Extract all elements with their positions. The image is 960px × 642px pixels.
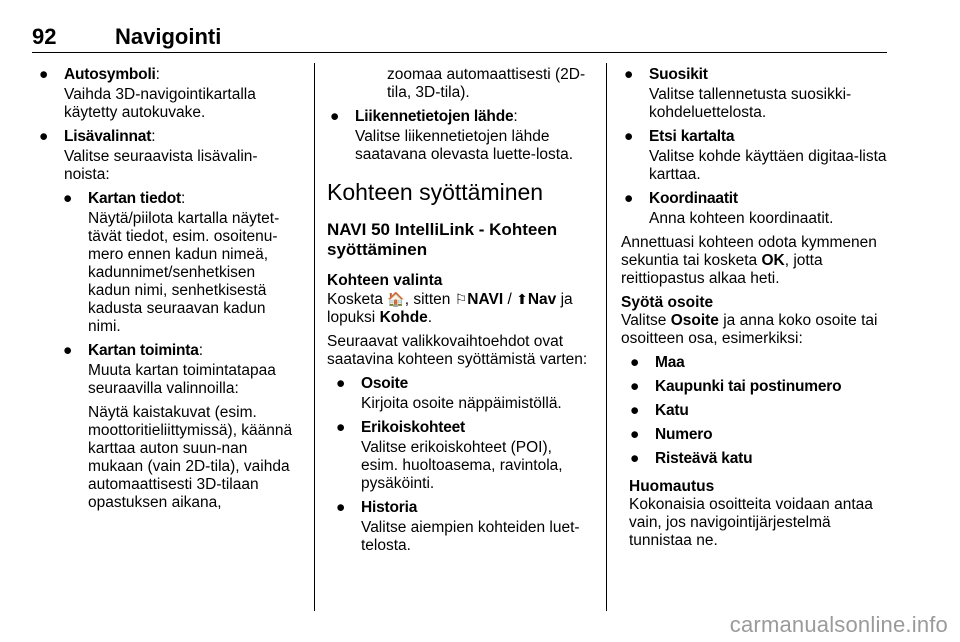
list-item: ● Lisävalinnat: Valitse seuraavista lisävalin-noista:: [36, 128, 298, 184]
bullet-icon: ●: [624, 190, 634, 207]
column-divider: [314, 63, 315, 611]
list-item: [333, 499, 593, 555]
bullet-icon: ●: [624, 66, 634, 83]
kohteen-valinta-text: Kosketa 🏠, sitten ⚐NAVI / ⬆Nav ja lopuksi Kohde.: [327, 291, 573, 326]
list-item: [621, 66, 889, 122]
note-text: Kokonaisia osoitteita voidaan antaa vain, jos navigointijärjestelmä tunnistaa ne.: [629, 496, 873, 549]
desc-erikoiskohteet: Valitse erikoiskohteet (POI), esim. huoltoasema, ravintola, pysäköinti.: [361, 439, 563, 492]
desc-historia: Valitse aiempien kohteiden luet-telosta.: [361, 519, 580, 554]
desc-lisavalinnat: Valitse seuraavista lisävalin-noista:: [64, 148, 258, 183]
list-item: [621, 190, 889, 228]
list-item: ● Kartan tiedot: Näytä/piilota kartalla näytet-tävät tiedot, esim. osoitenu-mero ennen kadun nimeä, kadunnimet/senhetkisen kadun nimi, senhetkisestä kadusta seuraavan kadun nimi.: [60, 190, 298, 336]
bullet-icon: ●: [39, 128, 49, 145]
bullet-icon: ●: [630, 354, 640, 371]
term-lisavalinnat: Lisävalinnat: [64, 128, 152, 145]
term-suosikit: Suosikit: [649, 66, 708, 83]
bullet-icon: ●: [336, 375, 346, 392]
desc-osoite: Kirjoita osoite näppäimistöllä.: [361, 395, 562, 412]
options-intro: Seuraavat valikkovaihtoehdot ovat saatavina kohteen syöttämistä varten:: [327, 333, 588, 368]
note-box: [629, 478, 889, 550]
bullet-icon: ●: [330, 108, 340, 125]
list-item: ● Liikennetietojen lähde: Valitse liikennetietojen lähde saatavana olevasta luette-losta.: [327, 108, 593, 164]
term-liikenne: Liikennetietojen lähde: [355, 108, 514, 125]
flag-icon: ⚐: [454, 291, 468, 307]
term-osoite: Osoite: [361, 375, 409, 392]
term-kartan-tiedot: Kartan tiedot: [88, 190, 181, 207]
desc-etsi-kartalta: Valitse kohde käyttäen digitaa-lista karttaa.: [649, 148, 887, 183]
term-historia: Historia: [361, 499, 418, 516]
note-heading: Huomautus: [629, 478, 715, 495]
bullet-icon: ●: [630, 402, 640, 419]
bullet-icon: ●: [63, 190, 73, 207]
watermark: carmanualsonline.info: [729, 612, 948, 637]
column-2: [327, 66, 593, 561]
section-title: Kohteen syöttäminen: [327, 179, 544, 205]
bullet-icon: ●: [630, 378, 640, 395]
bullet-icon: ●: [624, 128, 634, 145]
list-item: [621, 128, 889, 184]
list-item: ● Risteävä katu: [630, 450, 753, 467]
desc-kartan-toiminta-1: Muuta kartan toimintatapaa seuraavilla valinnoilla:: [88, 362, 276, 397]
term-kartan-toiminta: Kartan toiminta: [88, 342, 199, 359]
page-header: [32, 22, 887, 53]
bullet-icon: ●: [39, 66, 49, 83]
desc-suosikit: Valitse tallennetusta suosikki-kohdeluettelosta.: [649, 86, 852, 121]
page-title: Navigointi: [115, 24, 222, 49]
bullet-icon: ●: [336, 499, 346, 516]
continued-text: zoomaa automaattisesti (2D-tila, 3D-tila).: [387, 66, 586, 101]
term-koordinaatit: Koordinaatit: [649, 190, 738, 207]
desc-liikenne: Valitse liikennetietojen lähde saatavana olevasta luette-losta.: [355, 128, 573, 163]
desc-autosymboli: Vaihda 3D-navigointikartalla käytetty autokuvake.: [64, 86, 256, 121]
list-item: ● Maa: [630, 354, 685, 371]
list-item: ● Kaupunki tai postinumero: [630, 378, 842, 395]
term-autosymboli: Autosymboli: [64, 66, 156, 83]
nav-arrow-icon: ⬆: [516, 291, 528, 307]
desc-kartan-tiedot: Näytä/piilota kartalla näytet-tävät tiedot, esim. osoitenu-mero ennen kadun nimeä, kadunnimet/senhetkisen kadun nimi, senhetkisestä kadusta seuraavan kadun nimi.: [88, 210, 280, 335]
bullet-icon: ●: [630, 450, 640, 467]
term-erikoiskohteet: Erikoiskohteet: [361, 419, 466, 436]
list-item: ● Kartan toiminta: Muuta kartan toimintatapaa seuraavilla valinnoilla: Näytä kaistakuvat (esim. moottoritieliittymissä), käännä karttaa auton suun-nan mukaan (vain 2D-tila), vaihda automaattisesti 3D-tilaan opastuksen aikana,: [60, 342, 298, 512]
home-icon: 🏠: [387, 291, 405, 307]
bullet-icon: ●: [630, 426, 640, 443]
column-1: [36, 66, 298, 518]
list-item: ● Autosymboli: Vaihda 3D-navigointikartalla käytetty autokuvake.: [36, 66, 298, 122]
list-item: ● Numero: [630, 426, 713, 443]
list-item: ● Katu: [630, 402, 689, 419]
bullet-icon: ●: [63, 342, 73, 359]
wait-text: Annettuasi kohteen odota kymmenen sekuntia tai kosketa OK, jotta reittiopastus alkaa heti.: [621, 234, 877, 287]
bullet-icon: ●: [336, 419, 346, 436]
desc-kartan-toiminta-2: Näytä kaistakuvat (esim. moottoritieliittymissä), käännä karttaa auton suun-nan mukaan (vain 2D-tila), vaihda automaattisesti 3D-tilaan opastuksen aikana,: [88, 404, 293, 511]
page-number: 92: [32, 24, 57, 49]
desc-koordinaatit: Anna kohteen koordinaatit.: [649, 210, 834, 227]
column-divider: [606, 63, 607, 611]
kohteen-valinta-heading: Kohteen valinta: [327, 272, 443, 289]
syota-osoite-heading: Syötä osoite: [621, 294, 714, 311]
list-item: [333, 375, 593, 413]
column-3: [621, 66, 889, 550]
subsection-title: NAVI 50 IntelliLink - Kohteen syöttäminen: [327, 220, 558, 259]
list-item: [333, 419, 593, 493]
term-etsi-kartalta: Etsi kartalta: [649, 128, 735, 145]
syota-osoite-text: Valitse Osoite ja anna koko osoite tai osoitteen osa, esimerkiksi:: [621, 312, 878, 347]
